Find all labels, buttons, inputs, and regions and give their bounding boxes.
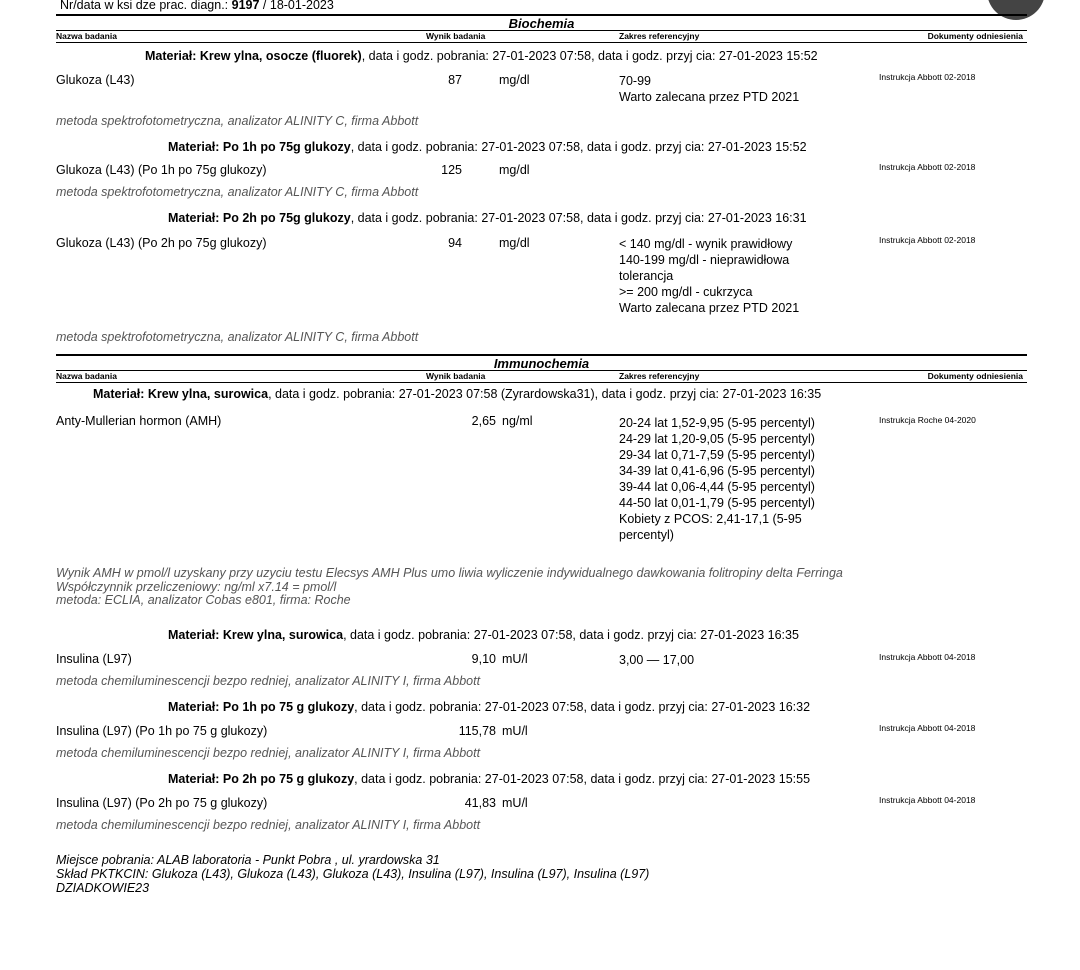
document-ref: Instrukcja Abbott 04-2018 bbox=[879, 652, 976, 662]
result-name: Insulina (L97) (Po 1h po 75 g glukozy) bbox=[56, 724, 268, 738]
result-name: Glukoza (L43) (Po 1h po 75g glukozy) bbox=[56, 163, 267, 177]
result-unit: mU/l bbox=[502, 652, 528, 666]
reference-range: < 140 mg/dl - wynik prawidłowy 140-199 mg/dl - nieprawidłowa tolerancja >= 200 mg/dl - cukrzyca Warto zalecana przez PTD 2021 bbox=[619, 237, 800, 315]
col-name: Nazwa badania bbox=[56, 31, 117, 41]
material-line: Materiał: Po 2h po 75g glukozy, data i godz. pobrania: 27-01-2023 07:58, data i godz. przyj cia: 27-01-2023 16:31 bbox=[168, 211, 807, 225]
result-unit: mU/l bbox=[502, 796, 528, 810]
method-note: metoda chemiluminescencji bezpo redniej, analizator ALINITY I, firma Abbott bbox=[56, 746, 481, 760]
document-ref: Instrukcja Abbott 04-2018 bbox=[879, 795, 976, 805]
result-name: Glukoza (L43) bbox=[56, 73, 135, 87]
result-name: Insulina (L97) bbox=[56, 652, 132, 666]
document-ref: Instrukcja Abbott 02-2018 bbox=[879, 235, 976, 245]
method-note: metoda spektrofotometryczna, analizator ALINITY C, firma Abbott bbox=[56, 330, 419, 344]
material-line: Materiał: Po 1h po 75g glukozy, data i godz. pobrania: 27-01-2023 07:58, data i godz. przyj cia: 27-01-2023 15:52 bbox=[168, 140, 807, 154]
result-name: Anty-Mullerian hormon (AMH) bbox=[56, 414, 222, 428]
reference-range: 20-24 lat 1,52-9,95 (5-95 percentyl) 24-29 lat 1,20-9,05 (5-95 percentyl) 29-34 lat 0,71-7,59 (5-95 percentyl) 34-39 lat 0,41-6,96 (5-95 percentyl) 39-44 lat 0,06-4,44 (5-95 percentyl) 44-50 lat 0,01-1,79 (5-95 percentyl) Kobiety z PCOS: 2,41-17,1 (5-95 percentyl) bbox=[619, 416, 815, 542]
result-value: 87 bbox=[448, 73, 462, 87]
order-info: Nr/data w ksi dze prac. diagn.: 9197 / 18-01-2023 bbox=[60, 0, 334, 12]
document-ref: Instrukcja Abbott 04-2018 bbox=[879, 723, 976, 733]
panel-composition: Skład PKTKCIN: Glukoza (L43), Glukoza (L43), Glukoza (L43), Insulina (L97), Insulina (L97), Insulina (L97) bbox=[56, 867, 650, 881]
result-value: 94 bbox=[448, 236, 462, 250]
order-number: 9197 bbox=[231, 0, 260, 12]
column-header bbox=[56, 30, 1027, 43]
result-unit: mg/dl bbox=[499, 163, 530, 177]
result-unit: ng/ml bbox=[502, 414, 533, 428]
document-ref: Instrukcja Roche 04-2020 bbox=[879, 415, 976, 425]
result-value: 115,78 bbox=[458, 724, 496, 738]
method-note: metoda spektrofotometryczna, analizator ALINITY C, firma Abbott bbox=[56, 114, 419, 128]
result-unit: mg/dl bbox=[499, 236, 530, 250]
report-footer bbox=[56, 853, 649, 895]
method-note: metoda chemiluminescencji bezpo redniej, analizator ALINITY I, firma Abbott bbox=[56, 674, 481, 688]
document-ref: Instrukcja Abbott 02-2018 bbox=[879, 72, 976, 82]
result-unit: mU/l bbox=[502, 724, 528, 738]
material-line: Materiał: Po 1h po 75 g glukozy, data i godz. pobrania: 27-01-2023 07:58, data i godz. przyj cia: 27-01-2023 16:32 bbox=[168, 700, 811, 714]
reference-range: 3,00 — 17,00 bbox=[619, 653, 695, 667]
section-title-biochemia: Biochemia bbox=[56, 14, 1027, 32]
method-note: metoda spektrofotometryczna, analizator ALINITY C, firma Abbott bbox=[56, 185, 419, 199]
result-unit: mg/dl bbox=[499, 73, 530, 87]
result-value: 9,10 bbox=[471, 652, 496, 666]
result-name: Glukoza (L43) (Po 2h po 75g glukozy) bbox=[56, 236, 267, 250]
document-ref: Instrukcja Abbott 02-2018 bbox=[879, 162, 976, 172]
col-documents: Dokumenty odniesienia bbox=[927, 31, 1023, 41]
col-name: Nazwa badania bbox=[56, 371, 117, 381]
result-value: 125 bbox=[441, 163, 462, 177]
result-value: 2,65 bbox=[471, 414, 496, 428]
material-line: Materiał: Krew ylna, osocze (fluorek), data i godz. pobrania: 27-01-2023 07:58, data i godz. przyj cia: 27-01-2023 15:52 bbox=[145, 49, 818, 63]
collection-place: Miejsce pobrania: ALAB laboratoria - Punkt Pobra , ul. yrardowska 31 bbox=[56, 853, 440, 867]
result-name: Insulina (L97) (Po 2h po 75 g glukozy) bbox=[56, 796, 268, 810]
material-line: Materiał: Krew ylna, surowica, data i godz. pobrania: 27-01-2023 07:58 (Zyrardowska31), data i godz. przyj cia: 27-01-2023 16:35 bbox=[93, 387, 822, 401]
col-documents: Dokumenty odniesienia bbox=[927, 371, 1023, 381]
reference-range: 70-99 Warto zalecana przez PTD 2021 bbox=[619, 74, 800, 104]
col-result: Wynik badania bbox=[426, 31, 486, 41]
material-line: Materiał: Po 2h po 75 g glukozy, data i godz. pobrania: 27-01-2023 07:58, data i godz. przyj cia: 27-01-2023 15:55 bbox=[168, 772, 811, 786]
method-note: metoda chemiluminescencji bezpo redniej, analizator ALINITY I, firma Abbott bbox=[56, 818, 481, 832]
referral-code: DZIADKOWIE23 bbox=[56, 881, 150, 895]
order-date: / 18-01-2023 bbox=[262, 0, 334, 12]
col-reference: Zakres referencyjny bbox=[619, 31, 700, 41]
col-result: Wynik badania bbox=[426, 371, 486, 381]
section-title-immunochemia: Immunochemia bbox=[56, 354, 1027, 372]
column-header bbox=[56, 370, 1027, 383]
col-reference: Zakres referencyjny bbox=[619, 371, 700, 381]
material-line: Materiał: Krew ylna, surowica, data i godz. pobrania: 27-01-2023 07:58, data i godz. przyj cia: 27-01-2023 16:35 bbox=[168, 628, 799, 642]
method-note: Wynik AMH w pmol/l uzyskany przy uzyciu testu Elecsys AMH Plus umo liwia wyliczenie indywidualnego dawkowania folitropiny delta Ferringa Współczynnik przeliczeniowy: ng/ml x7.14 = pmol/l metoda: ECLIA, analizator Cobas e801, firma: Roche bbox=[56, 566, 843, 607]
result-value: 41,83 bbox=[464, 796, 496, 810]
